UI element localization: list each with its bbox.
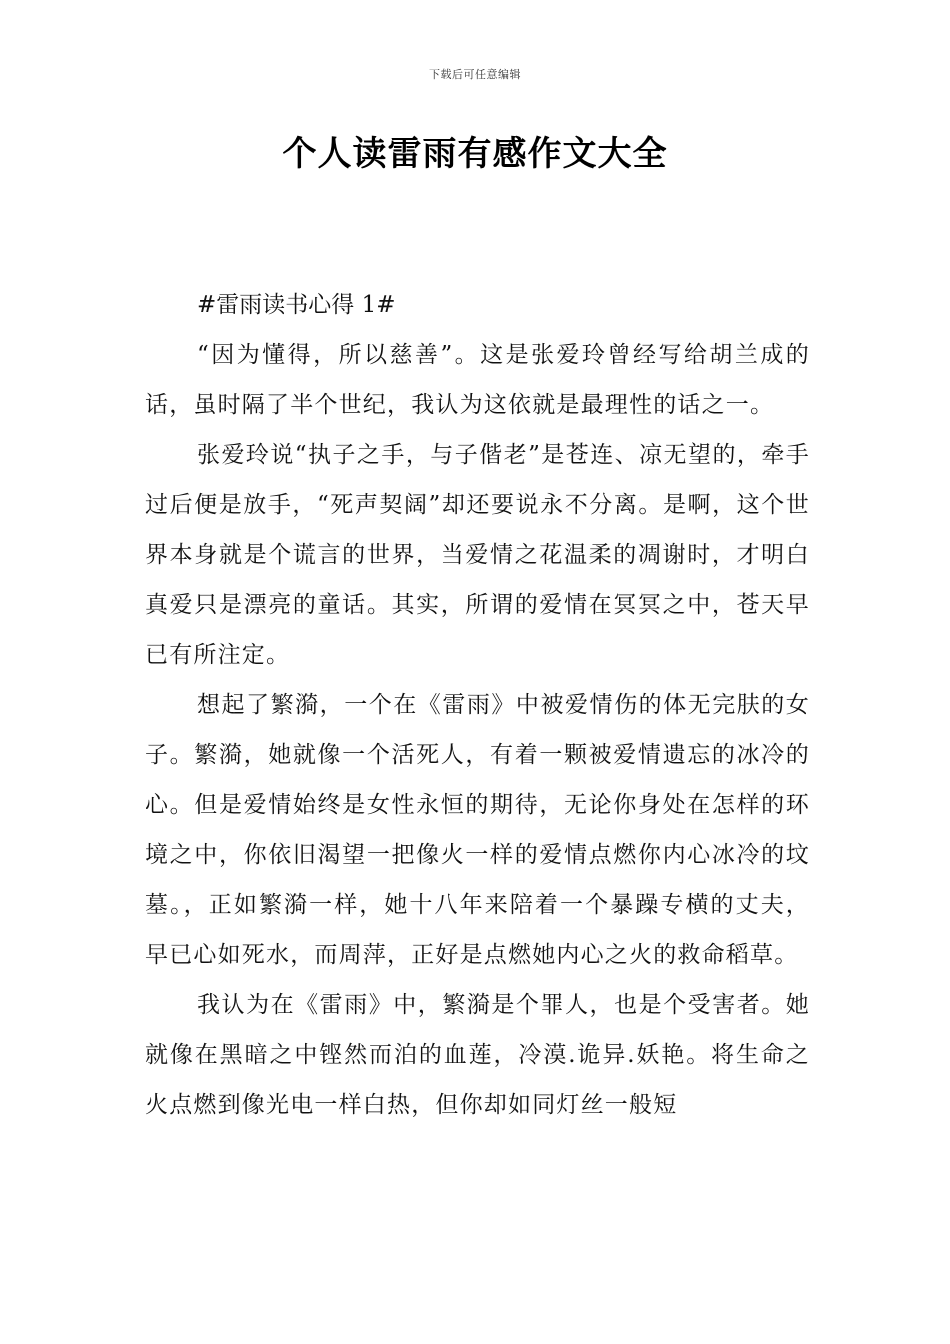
document-body: [145, 280, 810, 1130]
paragraph-1: “因为懂得，所以慈善”。这是张爱玲曾经写给胡兰成的话，虽时隔了半个世纪，我认为这依就是最理性的话之一。: [145, 342, 810, 418]
paragraph-2: 张爱玲说“执子之手，与子偕老”是苍连、凉无望的，牵手过后便是放手，“死声契阔”却还要说永不分离。是啊，这个世界本身就是个谎言的世界，当爱情之花温柔的凋谢时，才明白真爱只是漂亮的童话。其实，所谓的爱情在冥冥之中，苍天早已有所注定。: [145, 442, 810, 668]
header-note: 下载后可任意编辑: [429, 68, 521, 81]
section-heading: #雷雨读书心得 1#: [197, 292, 396, 318]
paragraph-3: 想起了繁漪，一个在《雷雨》中被爱情伤的体无完肤的女子。繁漪，她就像一个活死人，有着一颗被爱情遗忘的冰冷的心。但是爱情始终是女性永恒的期待，无论你身处在怎样的环境之中，你依旧渴望一把像火一样的爱情点燃你内心冰冷的坟墓。，正如繁漪一样，她十八年来陪着一个暴躁专横的丈夫，早已心如死水，而周萍，正好是点燃她内心之火的救命稻草。: [145, 692, 810, 968]
document-title: 个人读雷雨有感作文大全: [282, 134, 668, 174]
paragraph-4: 我认为在《雷雨》中，繁漪是个罪人，也是个受害者。她就像在黑暗之中铿然而泊的血莲，冷漠.诡异.妖艳。将生命之火点燃到像光电一样白热，但你却如同灯丝一般短: [145, 992, 810, 1118]
